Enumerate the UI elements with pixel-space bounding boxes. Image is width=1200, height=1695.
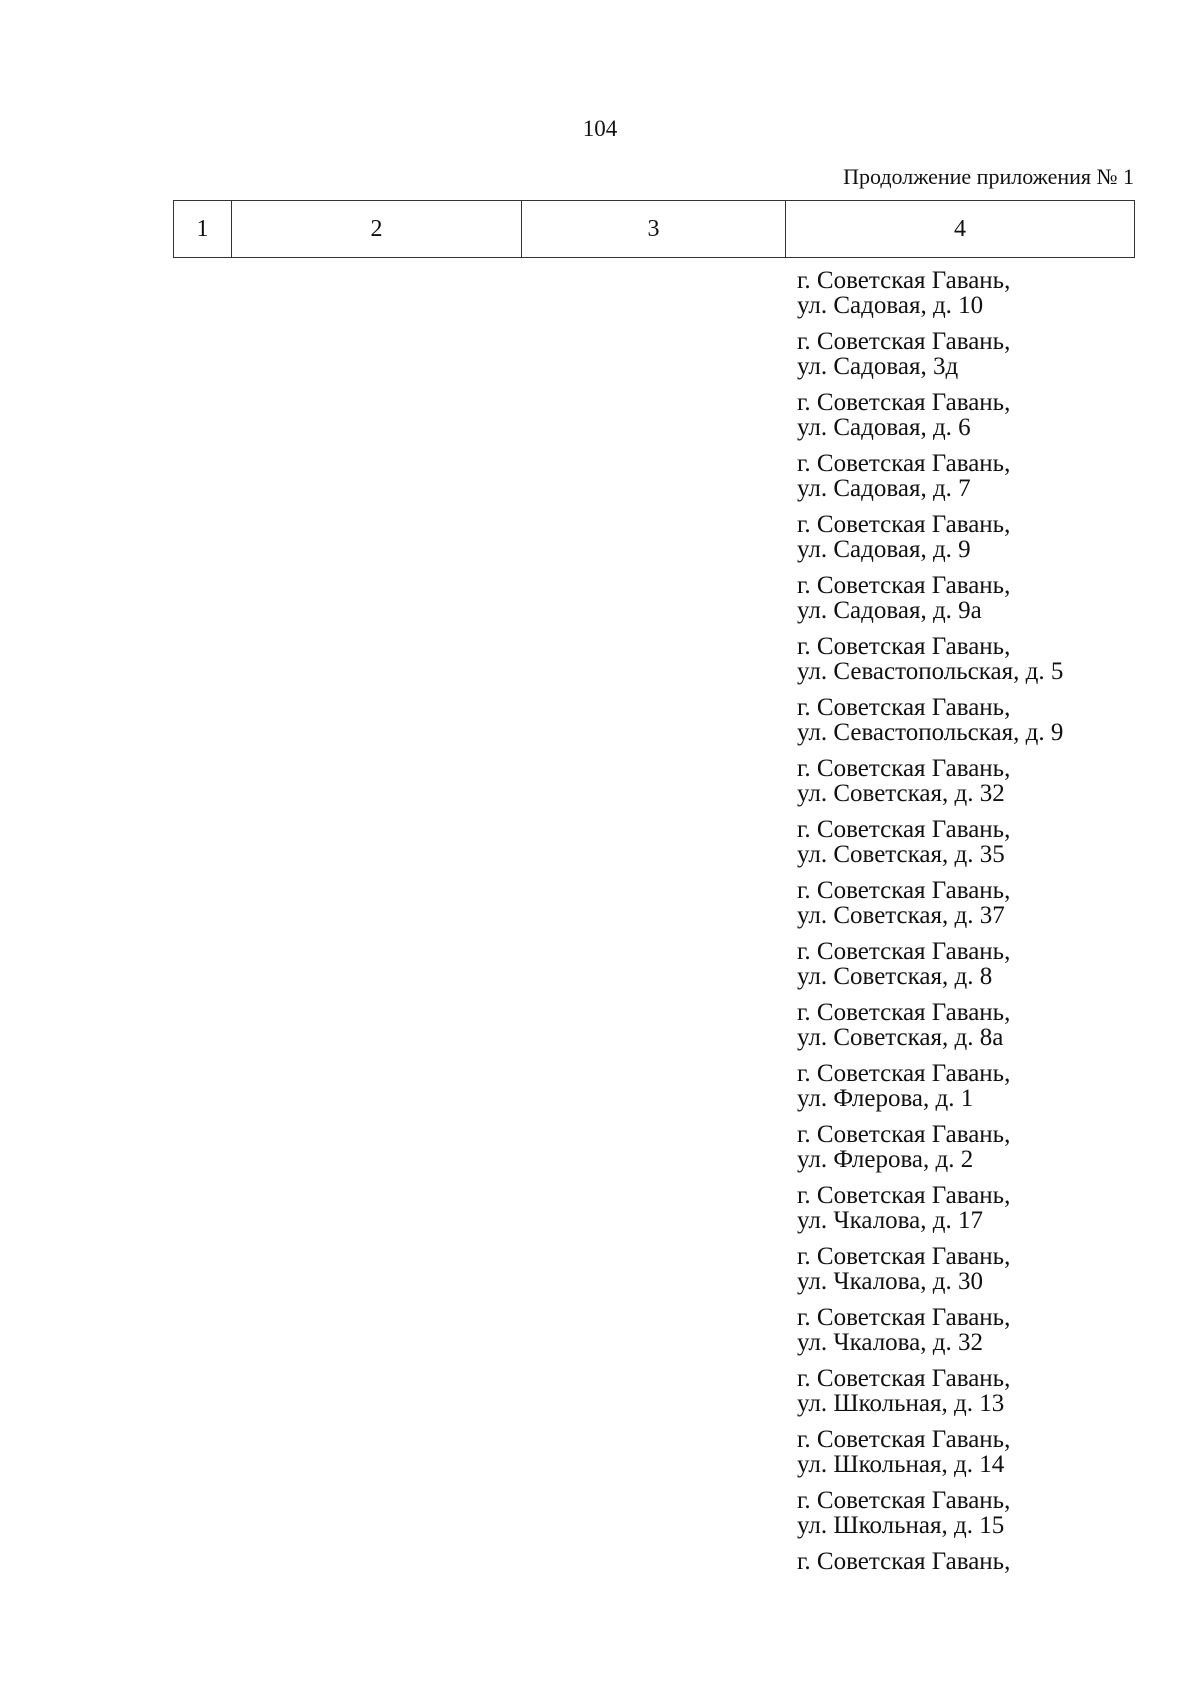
address-street: ул. Советская, д. 35	[797, 841, 1005, 868]
address-city: г. Советская Гавань,	[797, 1244, 1011, 1270]
page-number: 104	[582, 116, 618, 141]
address-city: г. Советская Гавань,	[797, 634, 1011, 660]
address-city: г. Советская Гавань,	[797, 1122, 1011, 1148]
address-street: ул. Садовая, д. 6	[797, 414, 971, 441]
address-city: г. Советская Гавань,	[797, 1488, 1011, 1514]
address-city: г. Советская Гавань,	[797, 451, 1011, 477]
list-item	[797, 817, 1177, 878]
address-city: г. Советская Гавань,	[797, 1061, 1011, 1087]
list-item	[797, 878, 1177, 939]
list-item	[797, 1000, 1177, 1061]
address-street: ул. Садовая, д. 9а	[797, 597, 982, 624]
column-number-1: 1	[174, 201, 232, 258]
list-item	[797, 1305, 1177, 1366]
address-street: ул. Садовая, д. 10	[797, 292, 984, 319]
list-item	[797, 1122, 1177, 1183]
address-city: г. Советская Гавань,	[797, 878, 1011, 904]
list-item	[797, 573, 1177, 634]
column-number-4: 4	[786, 201, 1135, 258]
address-city: г. Советская Гавань,	[797, 390, 1011, 416]
address-city: г. Советская Гавань,	[797, 695, 1011, 721]
address-city: г. Советская Гавань,	[797, 573, 1011, 599]
address-city: г. Советская Гавань,	[797, 1549, 1011, 1575]
address-street: ул. Чкалова, д. 32	[797, 1329, 983, 1356]
address-city: г. Советская Гавань,	[797, 756, 1011, 782]
address-street: ул. Севастопольская, д. 5	[797, 658, 1064, 685]
address-street: ул. Школьная, д. 15	[797, 1512, 1005, 1539]
address-city: г. Советская Гавань,	[797, 512, 1011, 538]
address-street: ул. Садовая, 3д	[797, 353, 959, 380]
address-street: ул. Советская, д. 8а	[797, 1024, 1004, 1051]
address-street: ул. Чкалова, д. 17	[797, 1207, 983, 1234]
address-city: г. Советская Гавань,	[797, 1183, 1011, 1209]
list-item	[797, 1427, 1177, 1488]
column-number-2: 2	[232, 201, 522, 258]
address-street: ул. Школьная, д. 14	[797, 1451, 1005, 1478]
list-item	[797, 695, 1177, 756]
address-street: ул. Садовая, д. 7	[797, 475, 971, 502]
list-item	[797, 512, 1177, 573]
table-header	[173, 200, 1135, 258]
address-city: г. Советская Гавань,	[797, 268, 1011, 294]
continuation-label: Продолжение приложения № 1	[843, 164, 1134, 189]
address-city: г. Советская Гавань,	[797, 939, 1011, 965]
address-city: г. Советская Гавань,	[797, 1305, 1011, 1331]
list-item	[797, 1183, 1177, 1244]
address-city: г. Советская Гавань,	[797, 329, 1011, 355]
table-header-row	[174, 201, 1135, 258]
address-list	[797, 268, 1177, 1610]
list-item	[797, 1488, 1177, 1549]
address-street: ул. Садовая, д. 9	[797, 536, 971, 563]
list-item	[797, 329, 1177, 390]
address-street: ул. Советская, д. 32	[797, 780, 1005, 807]
address-street: ул. Флерова, д. 1	[797, 1085, 974, 1112]
list-item	[797, 1366, 1177, 1427]
address-street: ул. Школьная, д. 13	[797, 1390, 1005, 1417]
list-item	[797, 1244, 1177, 1305]
list-item	[797, 634, 1177, 695]
address-city: г. Советская Гавань,	[797, 817, 1011, 843]
list-item	[797, 756, 1177, 817]
address-city: г. Советская Гавань,	[797, 1366, 1011, 1392]
address-street: ул. Флерова, д. 2	[797, 1146, 974, 1173]
address-street: ул. Советская, д. 8	[797, 963, 993, 990]
address-street: ул. Севастопольская, д. 9	[797, 719, 1064, 746]
column-number-3: 3	[522, 201, 786, 258]
address-city: г. Советская Гавань,	[797, 1427, 1011, 1453]
list-item	[797, 1061, 1177, 1122]
list-item	[797, 451, 1177, 512]
list-item	[797, 390, 1177, 451]
list-item	[797, 268, 1177, 329]
list-item	[797, 1549, 1177, 1610]
address-city: г. Советская Гавань,	[797, 1000, 1011, 1026]
list-item	[797, 939, 1177, 1000]
address-street: ул. Чкалова, д. 30	[797, 1268, 983, 1295]
address-street: ул. Советская, д. 37	[797, 902, 1005, 929]
